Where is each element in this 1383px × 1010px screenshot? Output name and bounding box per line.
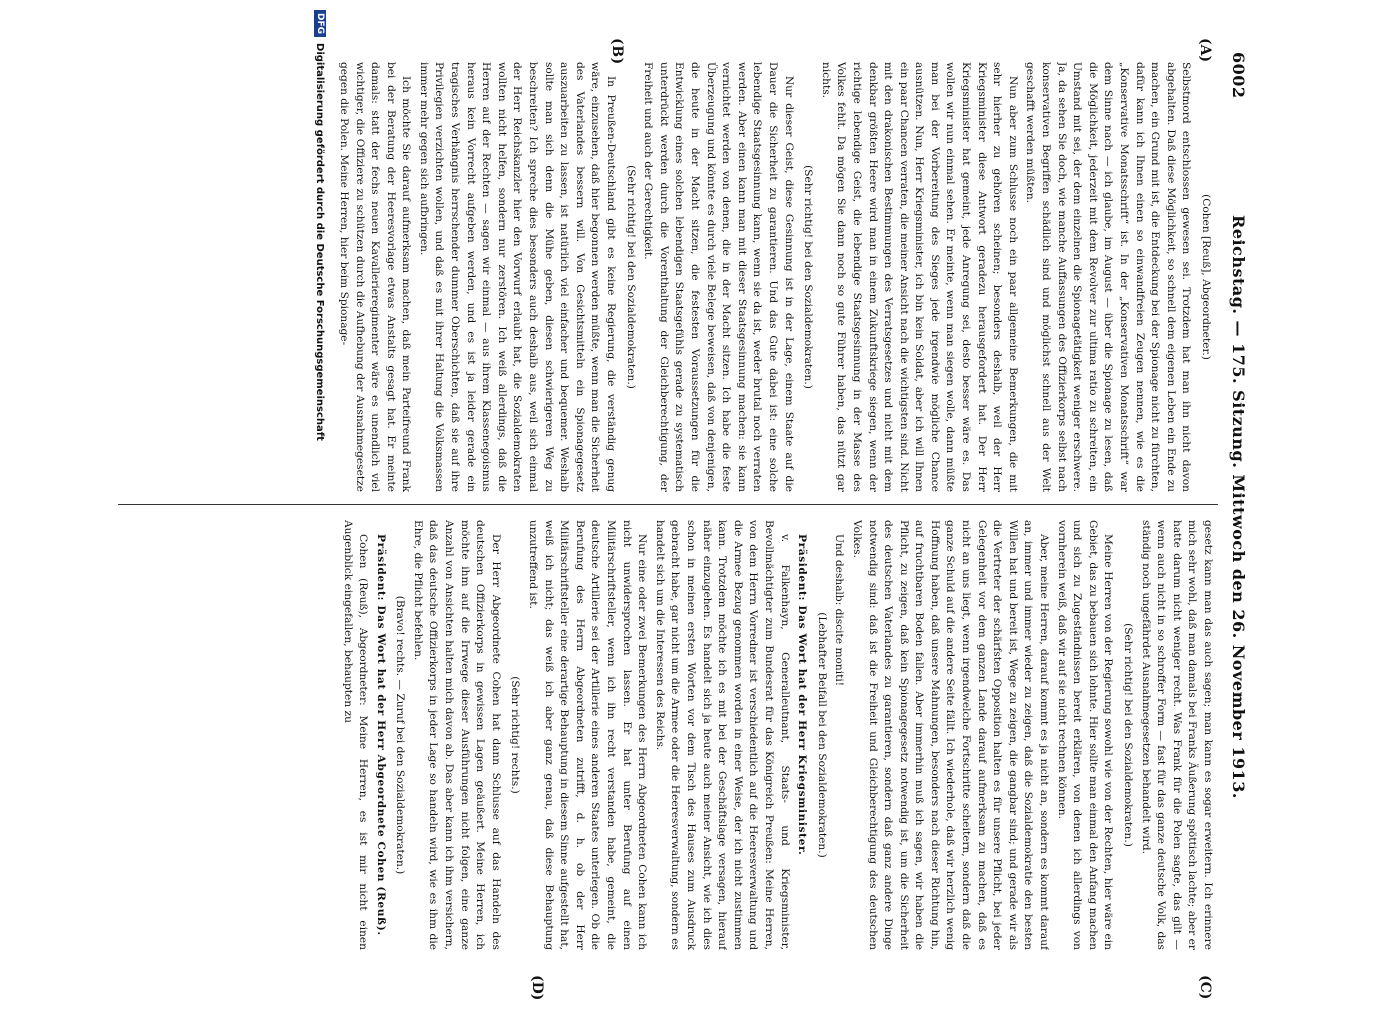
page-number: 6002 — [1229, 52, 1248, 99]
margin-marker-a: (A) — [1197, 38, 1213, 63]
paragraph: Selbstmord entschlossen gewesen sei. Trotzdem hat man ihn nicht davon abgehalten. Daß diese Möglichkeit, so schnell dem eigenen Leben ein Ende zu machen, ein Grund mit ist, die Entdeckung bei der Spionage nicht zu fürchten, dafür kann ich Ihnen einen so einwandfreien Zeugen nennen, wie es die „Konservative Monatsschrift“ ist. In der „Konservativen Monatsschrift“ war dem Sinne nach — ich glaube, im August — über die Spionage zu lesen, daß die Möglichkeit, jederzeit mit dem Revolver zur ultima ratio zu schreiten, ein Umstand mit sei, der dem einzelnen die Spionagetätigkeit weniger erschwere. Ja, da sehen Sie doch, wie manche Auffassungen des Offizierkorps selbst nach konservativen Begriffen schädlich sind und möglichst schnell aus der Welt geschafft werden müßten. — [1024, 62, 1193, 492]
paragraph: Und deshalb: discite moniti! — [833, 534, 846, 686]
right-column — [125, 520, 1215, 950]
interjection: (Sehr richtig! bei den Sozialdemokraten.) — [1122, 623, 1135, 847]
funding-text: Digitalisierung gefördert durch die Deutsche Forschungsgemeinschaft — [314, 43, 326, 441]
left-column — [125, 62, 1215, 492]
margin-marker-b: (B) — [609, 38, 625, 65]
paragraph: gesetz kann man das auch sagen; man kann es sogar erweitern. Ich erinnere mich sehr wohl, daß man damals bei Franks Äußerung spöttisch lachte; aber er hatte darum nicht weniger recht. Was Frank für die Polen sagte, das gilt — wenn auch nicht in so schroffer Form — fast für das ganze deutsche Volk, das ständig noch ungefährdet Ausnahmegesetzen behandelt wird. — [1139, 520, 1214, 950]
interjection: (Sehr richtig! bei den Sozialdemokraten.) — [802, 165, 815, 389]
column-divider — [118, 504, 1218, 505]
paragraph: v. Falkenhayn, Generalleutnant, Staats- und Kriegsminister, Bevollmächtigter zum Bundesrat für das Königreich Preußen: Meine Herren, von dem Herrn Vorredner ist verschiedentlich auf die Heeresverwaltung und die Armee Bezug genommen worden in einer Weise, der ich nicht zustimmen kann. Trotzdem möchte ich es mit bei der Geschäftslage versagen, hierauf näher einzugehen. Es handelt sich ja heute auch meiner Ansicht, wie ich dies schon in meinen ersten Worten vor dem Tisch des Hauses zum Ausdruck gebracht habe, gar nicht um die Armee oder die Heeresverwaltung, sondern es handelt sich um die Interessen des Reichs. — [653, 520, 791, 950]
paragraph: Nur eine oder zwei Bemerkungen des Herrn Abgeordneten Cohen kann ich nicht unwidersprochen lassen. Er hat unter Berufung auf einen Militärschriftsteller, wenn ich ihn recht verstanden habe, gemeint, die deutsche Artillerie sei der Artillerie eines anderen Staates unterlegen. Ob die Berufung des Herrn Abgeordneten zutrifft, d. h. ob der Herr Militärschriftsteller eine derartige Behauptung in diesem Sinne aufgestellt hat, weiß ich nicht; das weiß ich aber ganz genau, daß diese Behauptung unzutreffend ist. — [527, 520, 649, 950]
paragraph: Ich möchte Sie darauf aufmerksam machen, daß mein Parteifreund Frank bei der Beratung der Heeresvorlage etwas Anstalts gesagt hat. Er meinte damals: statt der fechs neuen Kavallerieregimenter wäre es unendlich viel wichtiger, die Offiziere zu schützen durch die Aufhebung der Ausnahmegesetze gegen die Polen. Meine Herren, hier beim Spionage- — [337, 62, 413, 492]
margin-marker-c: (C) — [1197, 975, 1213, 1000]
speaker-line: (Cohen [Reuß], Abgeordneter.) — [1200, 194, 1212, 360]
speaker-paragraph: Präsident: Das Wort hat der Herr Abgeordnete Cohen (Reuß). — [374, 534, 387, 936]
interjection: (Lebhafter Beifall bei den Sozialdemokraten.) — [815, 612, 828, 858]
paragraph: Meine Herren von der Regierung sowohl wie von der Rechten, hier wäre ein Gebiet, das zu bebauen sich lohnte. Hier sollte man einmal den Anfang machen und sich zu Zugeständnissen bereit erklären, von denen ich allerdings von vornherein weiß, daß wir auf sie nicht rechnen können. — [1055, 520, 1115, 950]
paragraph: Nun aber zum Schlusse noch ein paar allgemeine Bemerkungen, die mit sehr hierher zu gehören scheinen; besonders deshalb, weil der Herr Kriegsminister diese Antwort geradezu herausgefordert hat. Der Herr Kriegsminister hat gemeint, jede Anregung sei, desto besser wäre es. Das wollen wir nun einmal sehen. Er meinte, wenn man siegen wolle, dann müßte man bei der Vorbereitung des Sieges jede irgendwie mögliche Chance ausnützen. Nun, Herr Kriegsminister, ich bin kein Soldat, aber ich will Ihnen ein paar Chancen verraten, die meiner Ansicht nach die wichtigsten sind. Nicht mit den drakonischen Bestimmungen des Verratsgesetzes und nicht mit dem denkbar größten Heere wird man in einem Zukunftskriege siegen, wenn der richtige lebendige Geist, die lebendige Staatsgesinnung in der Masse des Volkes fehlt. Da mögen Sie dann noch so gute Führer haben, das nützt gar nichts. — [819, 62, 1019, 492]
paragraph: Cohen (Reuß), Abgeordneter: Meine Herren, es ist mir nicht einen Augenblick eingefallen, behaupten zu — [341, 520, 370, 950]
interjection: (Sehr richtig! bei den Sozialdemokraten.) — [624, 165, 637, 389]
paragraph: Aber, meine Herren, darauf kommt es ja nicht an, sondern es kommt darauf an, immer und immer wieder zu zeigen, daß die Sozialdemokratie den besten Willen hat und bereit ist, Wege zu zeigen, die gangbar sind; und gerade wir als die Vertreter der schärfsten Opposition halten es für unsere Pflicht, bei jeder Gelegenheit vor dem ganzen Lande darauf aufmerksam zu machen, daß es nicht an uns liegt, wenn irgendwelche Fortschritte scheitern, sondern daß die ganze Schuld auf die andere Seite fällt. Ich wiederhole, daß wir herzlich wenig Hoffnung haben, daß unsere Mahnungen, besonders nach dieser Richtung hin, auf fruchtbaren Boden fallen. Aber immerhin muß ich sagen, wir haben die Pflicht, zu zeigen, daß kein Spionagegesetz notwendig ist, um die Sicherheit des deutschen Vaterlandes zu garantieren, sondern daß ganz andere Dinge notwendig sind: daß ist die Freiheit und Gleichberechtigung des deutschen Volkes. — [850, 520, 1051, 950]
interjection: (Bravo! rechts. — Zuruf bei den Sozialdemokraten.) — [394, 595, 407, 875]
margin-marker-d: (D) — [529, 975, 545, 1001]
funding-footer — [310, 0, 330, 1010]
paragraph: In Preußen-Deutschland gibt es keine Regierung, die verständig genug wäre, einzusehen, daß hier begonnen werden müßte, wenn man die Sicherheit des Vaterlandes bessern will. Von Gesichtsmitteln ein Spionagegesetz auszuarbeiten zu lassen, ist natürlich viel einfacher und bequemer. Weshalb sollte man sich denn die Mühe geben, diesen schwierigeren Weg zu beschreiten? Ich spreche dies besonders auch deshalb aus, weil sich einmal der Herr Reichskanzler hier den Vorwurf erlaubt hat, die Sozialdemokraten wollten nicht helfen, sondern nur zerstören. Ich weiß allerdings, daß die Herren auf der Rechten — sagen wir einmal — aus ihrem Klassenegoismus heraus kein Vorrecht aufgeben werden, und es ist ja leider gerade ein tragisches Verhängnis herrschender dummer Oberschichten, daß sie auf ihre Privilegien verzichten wollen, und daß es mit ihrer Haltung die Volksmassen immer mehr gegen sich aufbringen. — [417, 62, 618, 492]
paragraph: Der Herr Abgeordnete Cohen hat dann Schlusse auf das Handeln des deutschen Offizierkorps in gewissen Lagen geäußert. Meine Herren, ich möchte ihm auf die Irrwege dieser Ausführungen nicht folgen, eine ganze Anzahl von Ansichten halten mich davon ab. Das aber kann ich ihm versichern, daß das deutsche Offizierkorps in jeder Lage so handeln wird, wie es ihm die Ehre, die Pflicht befehlen. — [411, 520, 502, 950]
page-title: Reichstag. — 175. Sitzung. Mittwoch den 26. November 1913. — [1229, 215, 1248, 799]
interjection: (Sehr richtig! rechts.) — [509, 676, 522, 794]
speaker-paragraph: Präsident: Das Wort hat der Herr Kriegsminister. — [796, 534, 809, 856]
paragraph: Nur dieser Geist, diese Gesinnung ist in der Lage, einem Staate auf die Dauer die Sicherheit zu garantieren. Und das Gute dabei ist: eine solche lebendige Staatsgesinnung kann, wenn sie da ist, weder brutal noch verraten werden. Aber einen kann man mit dieser Staatsgesinnung machen: sie kann vernichtet werden von denen, die in der Macht sitzen. Ich habe die feste Überzeugung und könnte es durch viele Belege beweisen, daß von denjenigen, die heute in der Macht sitzen, die festesten Voraussetzungen für die Entwicklung eines solchen lebendigen Staatsgefühls gerade zu systematisch unterdrückt werden durch die Vorenthaltung der Gleichberechtigung, der Freiheit und auch der Gerechtigkeit. — [642, 62, 795, 492]
dfg-logo-icon: DFG — [314, 10, 326, 37]
page-header — [1220, 52, 1248, 962]
